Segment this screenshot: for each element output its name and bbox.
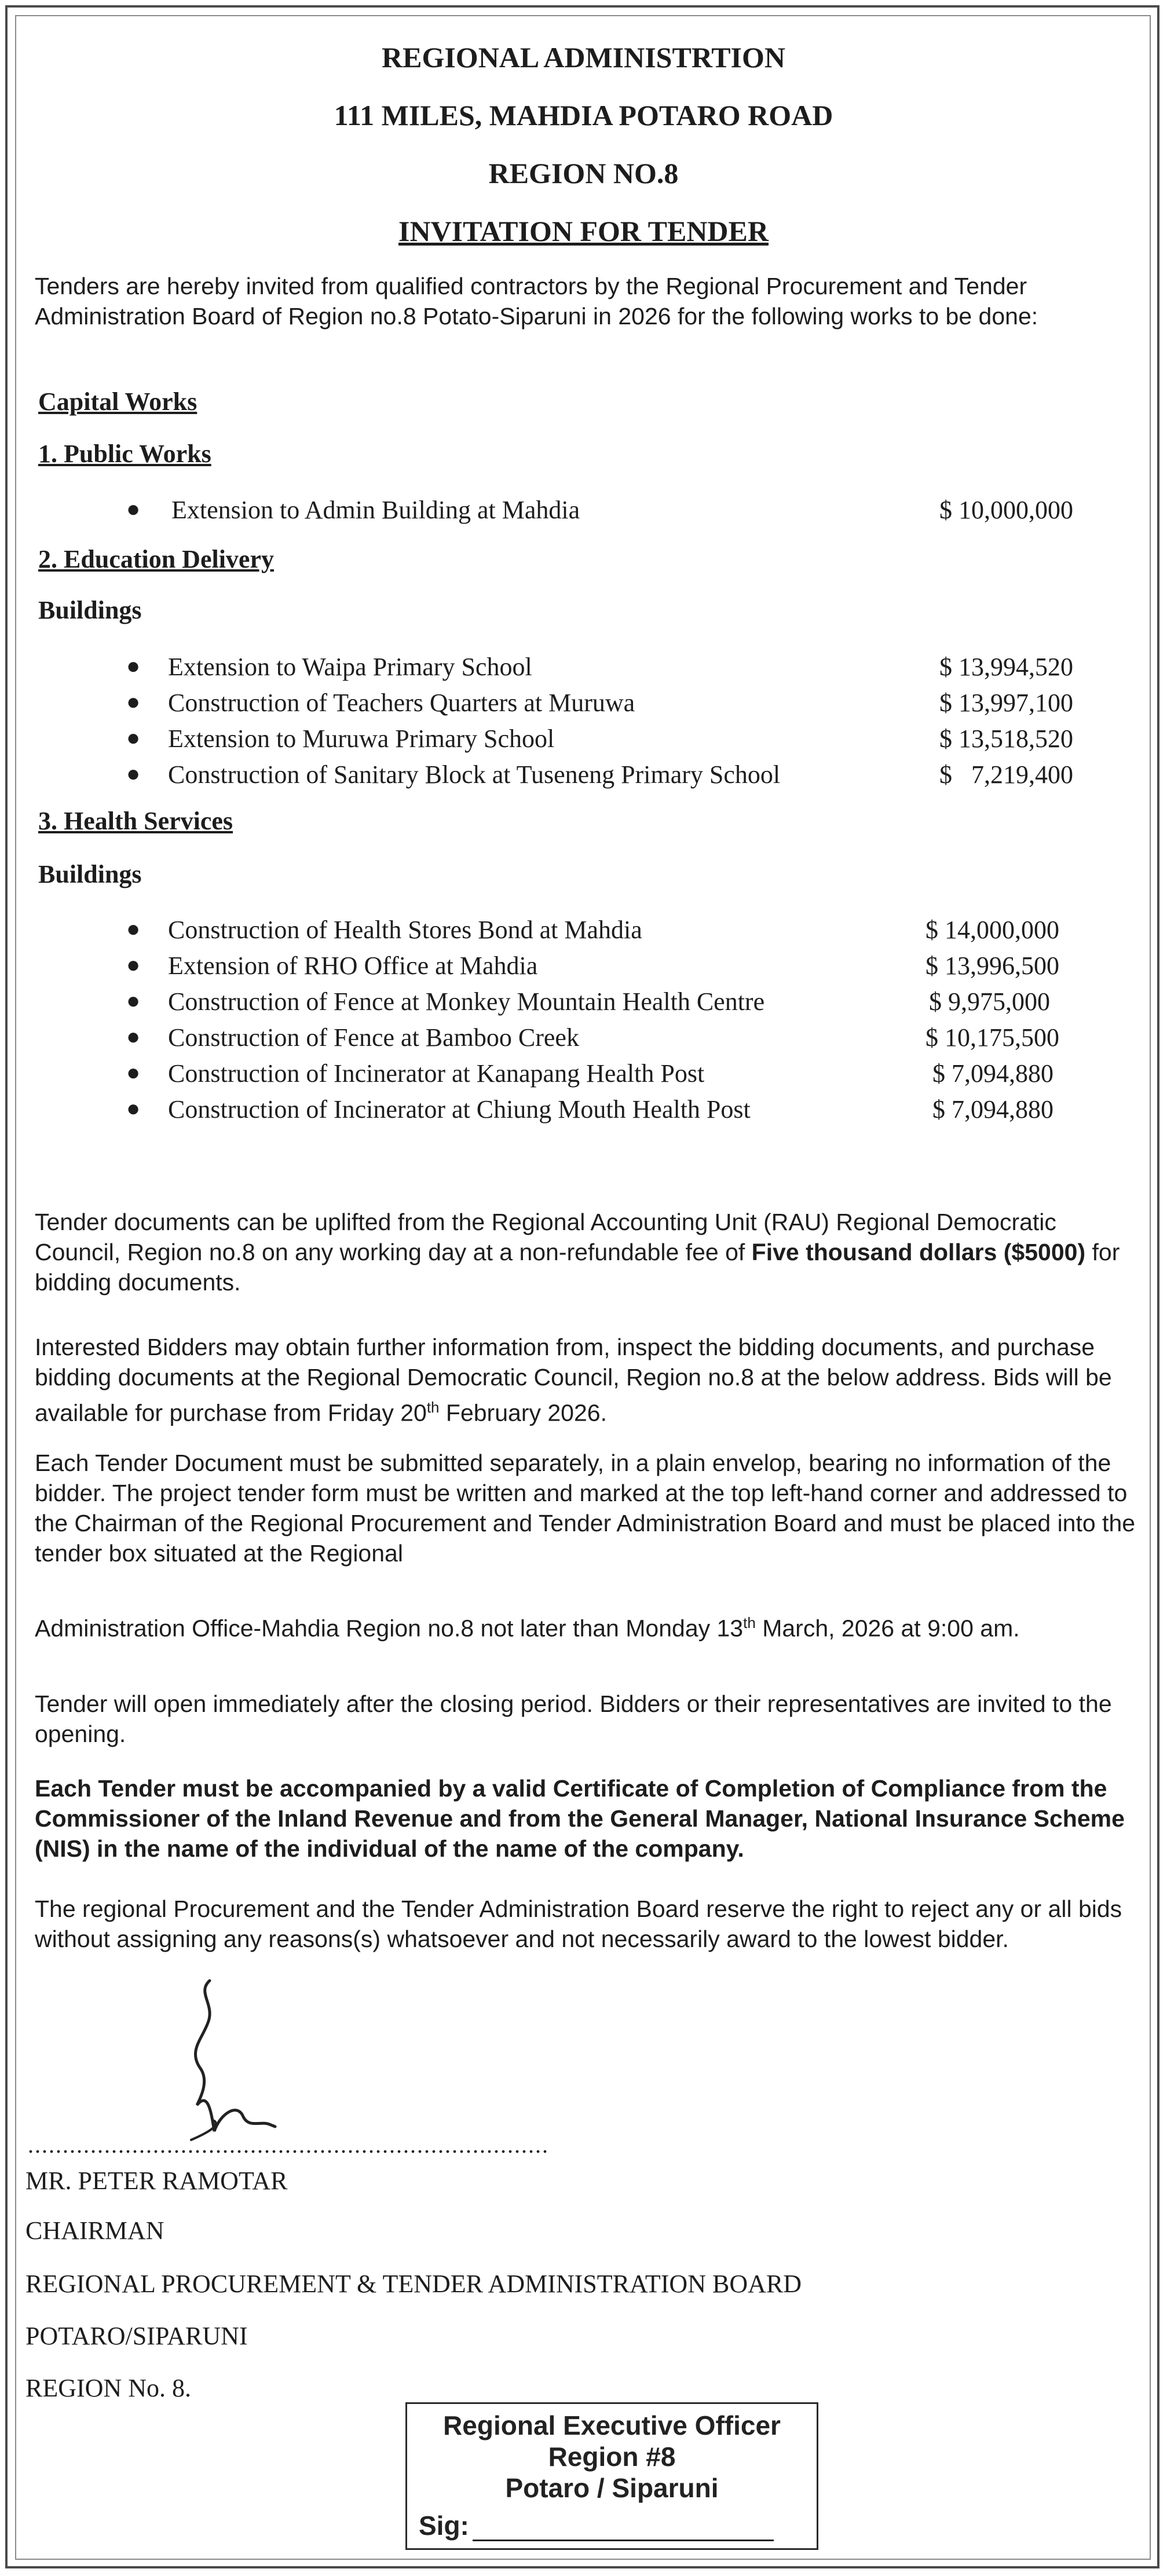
stamp-line-1: Regional Executive Officer (443, 2410, 781, 2440)
documents-text-before: Tender documents can be uplifted from the Regional Accounting Unit (RAU) Regional Democratic Council, Region no.8 on any working day at a non-refundable fee of (35, 1209, 1056, 1265)
item-label: Construction of Teachers Quarters at Muruwa (168, 689, 635, 717)
item-amount: $ 7,094,880 (932, 1095, 1053, 1124)
bullet-icon: ● (126, 653, 141, 679)
bidders-paragraph (35, 1332, 1147, 1428)
opening-paragraph: Tender will open immediately after the closing period. Bidders or their representatives are invited to the opening. (35, 1690, 1112, 1747)
list-item (0, 1059, 1167, 1091)
bidders-text-after: February 2026. (439, 1399, 607, 1426)
stamp-sig-row (419, 2510, 774, 2541)
header-line-1: REGIONAL ADMINISTRTION (382, 41, 785, 74)
list-item (0, 951, 1167, 983)
education-heading: 2. Education Delivery (38, 545, 274, 573)
list-item (0, 1095, 1167, 1127)
deadline-text: Administration Office-Mahdia Region no.8 not later than Monday 13 (35, 1615, 744, 1642)
item-amount: $ 13,997,100 (939, 689, 1073, 717)
header-line-3: REGION NO.8 (488, 157, 679, 189)
item-amount: $ 13,996,500 (925, 952, 1059, 980)
item-label: Construction of Incinerator at Kanapang Health Post (168, 1059, 705, 1088)
bullet-icon: ● (126, 987, 141, 1013)
public-works-heading: 1. Public Works (38, 440, 211, 468)
list-item (0, 915, 1167, 947)
item-label: Construction of Sanitary Block at Tuseneng Primary School (168, 760, 781, 789)
list-item (0, 724, 1167, 756)
item-label: Construction of Incinerator at Chiung Mouth Health Post (168, 1095, 751, 1124)
item-label: Construction of Fence at Monkey Mountain Health Centre (168, 987, 765, 1016)
documents-text-after: for bidding documents. (35, 1239, 1120, 1296)
item-amount: $ 13,518,520 (939, 724, 1073, 753)
item-amount: $ 7,219,400 (939, 760, 1073, 789)
signatory-title: CHAIRMAN (25, 2216, 164, 2245)
deadline-text-after: March, 2026 at 9:00 am. (755, 1615, 1020, 1642)
bidders-sup: th (426, 1399, 440, 1416)
documents-fee: Five thousand dollars ($5000) (751, 1239, 1086, 1265)
list-item (0, 760, 1167, 792)
item-label: Construction of Health Stores Bond at Mahdia (168, 916, 642, 944)
stamp-sig-label: Sig: (419, 2511, 469, 2541)
item-amount: $ 13,994,520 (939, 653, 1073, 681)
item-label: Extension of RHO Office at Mahdia (168, 952, 538, 980)
stamp-line-2: Region #8 (548, 2442, 676, 2472)
intro-paragraph: Tenders are hereby invited from qualified contractors by the Regional Procurement and Tender Administration Board of Region no.8 Potato-Siparuni in 2026 for the following works to be done: (35, 273, 1038, 330)
item-amount: $ 10,000,000 (939, 496, 1073, 524)
bullet-icon: ● (126, 952, 141, 978)
deadline-sup: th (743, 1614, 756, 1631)
education-subheading: Buildings (38, 596, 142, 624)
health-heading: 3. Health Services (38, 807, 233, 835)
item-amount: $ 14,000,000 (925, 916, 1059, 944)
bidders-text: Interested Bidders may obtain further information from, inspect the bidding documents, and purchase bidding documents at the Regional Democratic Council, Region no.8 at the below address. Bids will be available for purchase from Friday 20 (35, 1334, 1112, 1426)
list-item (0, 1023, 1167, 1055)
item-amount: $ 9,975,000 (929, 987, 1050, 1016)
item-label: Extension to Waipa Primary School (168, 653, 532, 681)
bullet-icon: ● (126, 689, 141, 715)
documents-paragraph (35, 1207, 1147, 1297)
stamp-sig-line (473, 2540, 774, 2541)
list-item (0, 652, 1167, 685)
bullet-icon: ● (126, 1059, 141, 1085)
reserve-paragraph: The regional Procurement and the Tender Administration Board reserve the right to reject any or all bids without assigning any reasons(s) whatsoever and not necessarily award to the lowest bidder. (35, 1896, 1122, 1952)
signature-line: ........................................................................... (28, 2132, 549, 2158)
item-amount: $ 10,175,500 (925, 1023, 1059, 1052)
bullet-icon: ● (126, 724, 141, 751)
item-label: Extension to Admin Building at Mahdia (171, 496, 580, 524)
header-line-2: 111 MILES, MAHDIA POTARO ROAD (334, 99, 833, 131)
submission-paragraph: Each Tender Document must be submitted separately, in a plain envelop, bearing no information of the bidder. The project tender form must be written and marked at the top left-hand corner and addressed to the Chairman of the Regional Procurement and Tender Administration Board and must be placed into the tender box situated at the Regional (35, 1450, 1136, 1567)
page-title: INVITATION FOR TENDER (398, 215, 769, 247)
handwritten-signature (174, 1969, 324, 2154)
bullet-icon: ● (126, 916, 141, 942)
item-label: Construction of Fence at Bamboo Creek (168, 1023, 579, 1052)
signatory-name: MR. PETER RAMOTAR (25, 2167, 288, 2195)
deadline-paragraph (35, 1608, 1147, 1644)
stamp-line-3: Potaro / Siparuni (505, 2473, 719, 2503)
item-label: Extension to Muruwa Primary School (168, 724, 555, 753)
bullet-icon: ● (126, 760, 141, 786)
item-amount: $ 7,094,880 (932, 1059, 1053, 1088)
signatory-region: REGION No. 8. (25, 2374, 191, 2402)
compliance-paragraph: Each Tender must be accompanied by a valid Certificate of Completion of Compliance from the Commissioner of the Inland Revenue and from the General Manager, National Insurance Scheme (NIS) in the name of the individual of the name of the company. (35, 1775, 1125, 1862)
signatory-board: REGIONAL PROCUREMENT & TENDER ADMINISTRATION BOARD (25, 2270, 802, 2298)
health-subheading: Buildings (38, 860, 142, 888)
bullet-icon: ● (126, 1023, 141, 1049)
list-item (0, 987, 1167, 1019)
bullet-icon: ● (126, 1095, 141, 1121)
signatory-area: POTARO/SIPARUNI (25, 2322, 248, 2350)
bullet-icon: ● (126, 496, 141, 522)
list-item (0, 495, 1167, 528)
list-item (0, 688, 1167, 720)
official-stamp (405, 2402, 818, 2550)
capital-works-heading: Capital Works (38, 387, 197, 416)
